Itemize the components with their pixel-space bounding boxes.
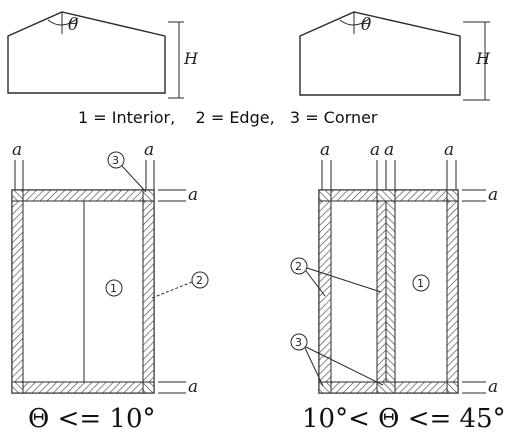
height-label: H [184, 49, 198, 68]
roof-profile-right [300, 12, 491, 100]
dimension-a-label: a [12, 140, 23, 160]
height-label: H [476, 49, 490, 68]
dimension-a-label: a [370, 140, 381, 160]
zone-corner-callout: 3 [295, 336, 302, 349]
dimension-a-label: a [144, 140, 155, 160]
zone-corner-callout: 3 [112, 154, 119, 167]
roof-profile-left [8, 12, 199, 98]
caption-left: Θ <= 10° [28, 404, 156, 434]
caption-right: 10°< Θ <= 45° [302, 404, 506, 434]
dimension-a-label: a [320, 140, 331, 160]
roof-plan-right [291, 140, 506, 434]
dimension-a-label: a [488, 185, 499, 205]
dimension-a-label: a [384, 140, 395, 160]
dimension-a-label: a [188, 377, 199, 397]
dimension-a-label: a [444, 140, 455, 160]
angle-theta-label: θ [68, 15, 79, 35]
dimension-a-label: a [188, 185, 199, 205]
zone-interior-callout: 1 [110, 282, 117, 295]
roof-plan-left [12, 140, 208, 434]
dimension-a-label: a [488, 377, 499, 397]
zone-interior-callout: 1 [417, 277, 424, 290]
angle-theta-label: θ [361, 15, 372, 35]
zone-edge-callout: 2 [196, 274, 203, 287]
zone-edge-callout: 2 [295, 260, 302, 273]
zone-legend: 1 = Interior, 2 = Edge, 3 = Corner [78, 108, 378, 127]
